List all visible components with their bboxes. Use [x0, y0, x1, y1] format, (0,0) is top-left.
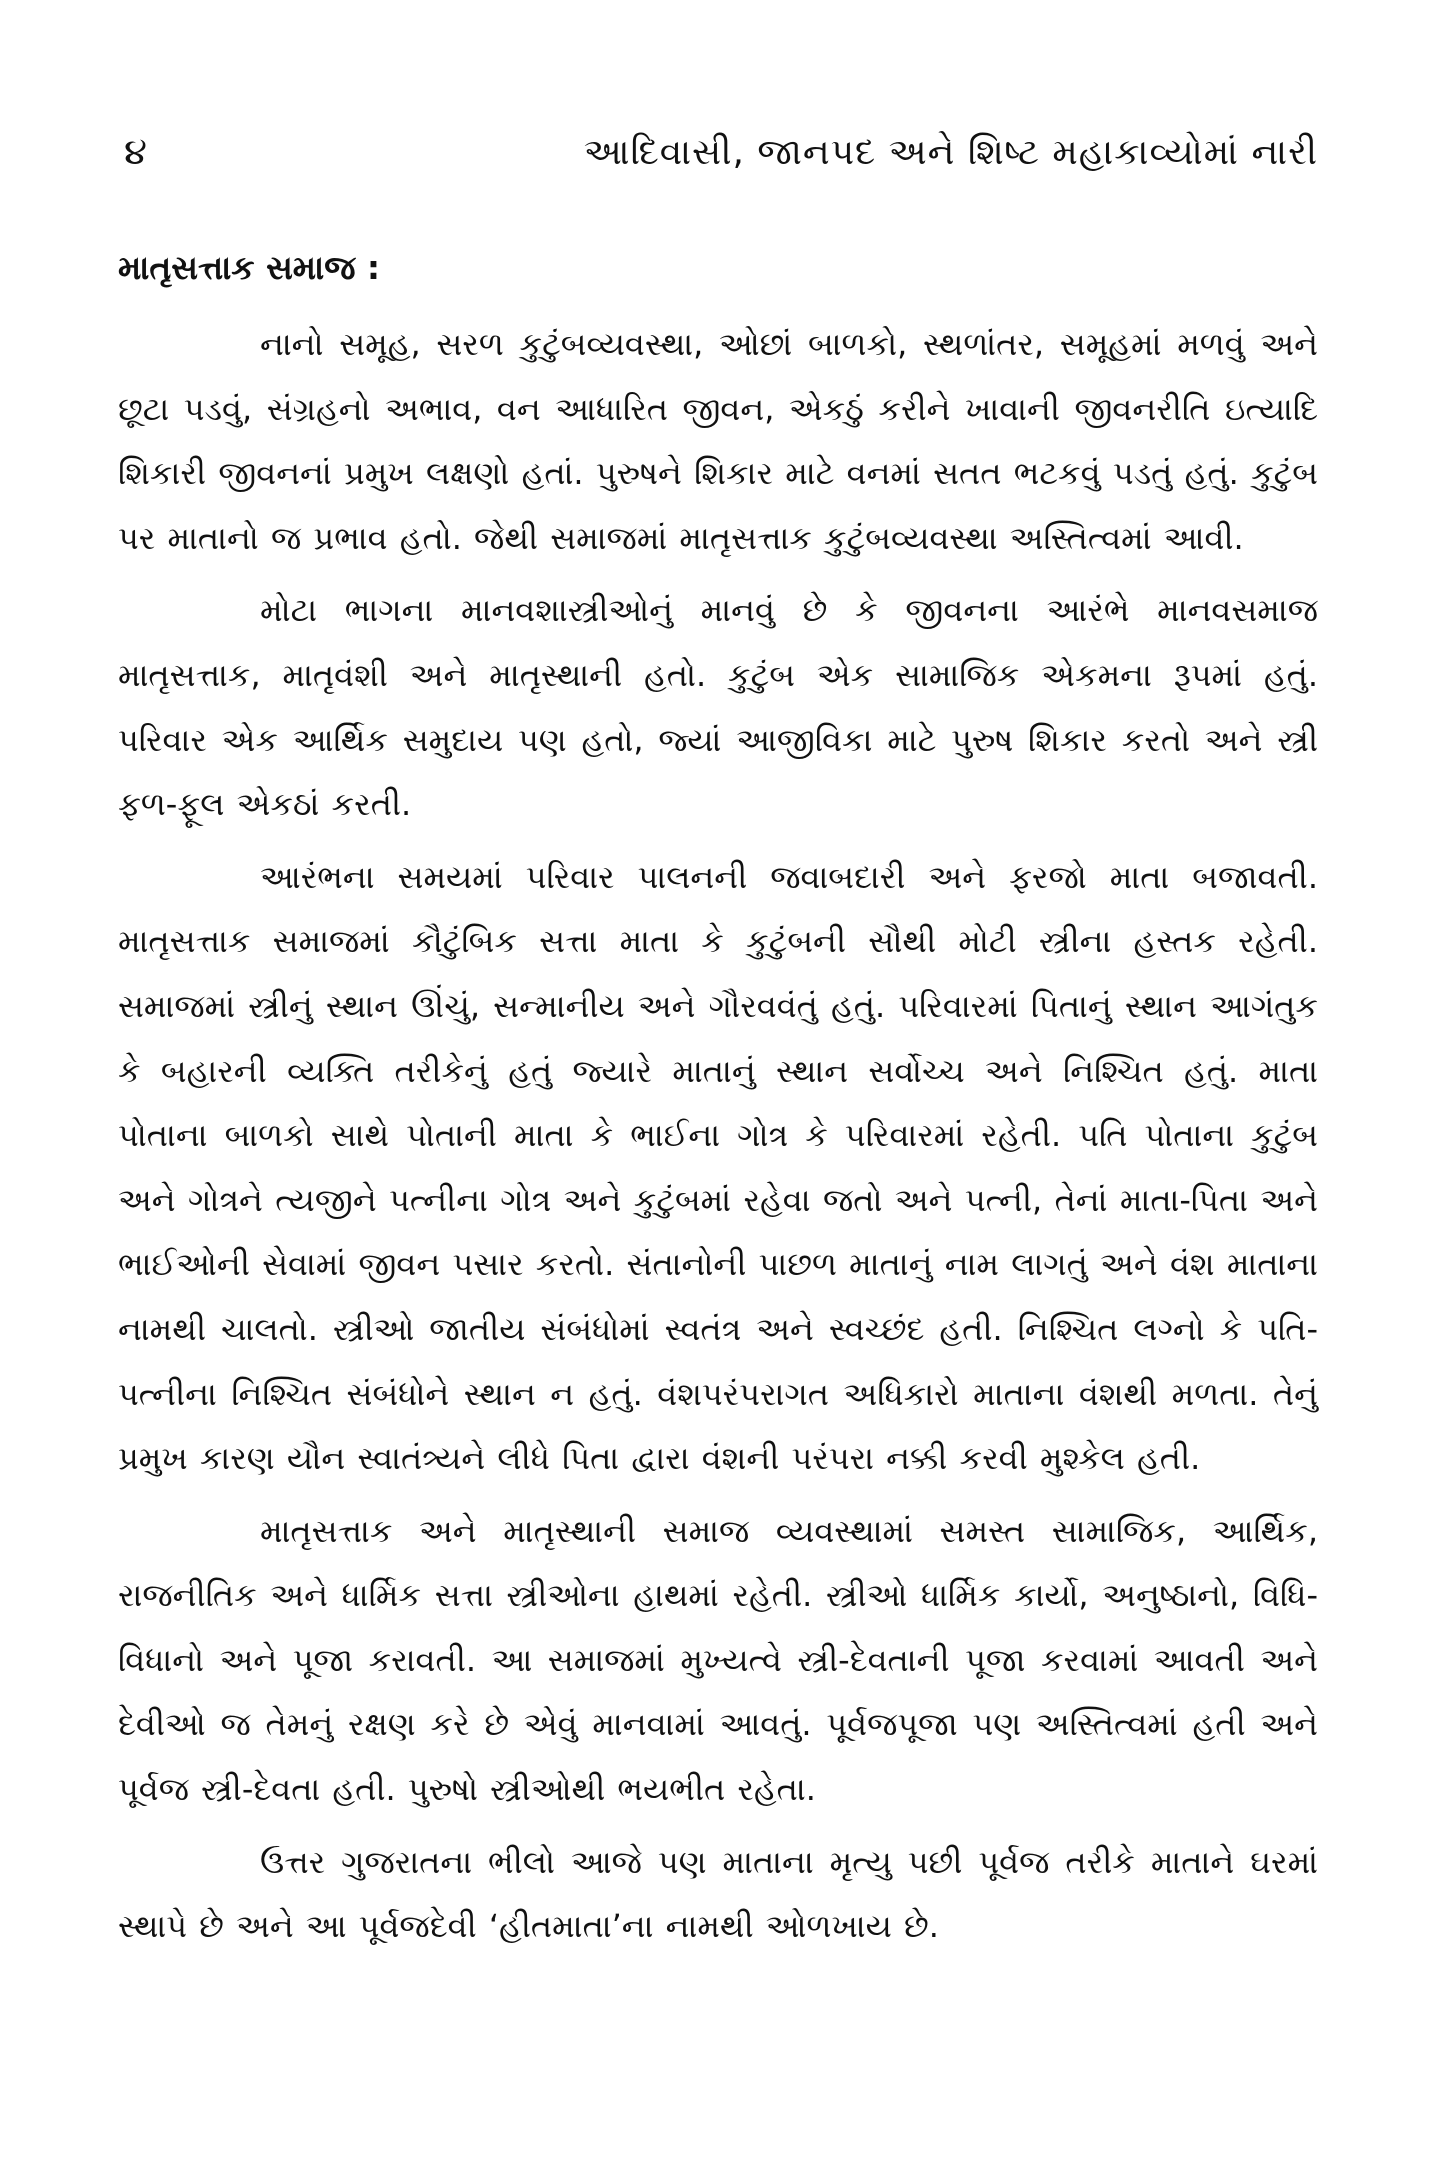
paragraph-1: નાનો સમૂહ, સરળ કુટુંબવ્યવસ્થા, ઓછાં બાળકો, સ્થળાંતર, સમૂહમાં મળવું અને છૂટા પડવું, સંગ્રહનો અભાવ, વન આધારિત જીવન, એકઠું કરીને ખાવાની જીવનરીતિ ઇત્યાદિ શિકારી જીવનનાં પ્રમુખ લક્ષણો હતાં. પુરુષને શિકાર માટે વનમાં સતત ભટકવું પડતું હતું. કુટુંબ પર માતાનો જ પ્રભાવ હતો. જેથી સમાજમાં માતૃસત્તાક કુટુંબવ્યવસ્થા અસ્તિત્વમાં આવી. [118, 325, 1318, 557]
paragraph-4: માતૃસત્તાક અને માતૃસ્થાની સમાજ વ્યવસ્થામાં સમસ્ત સામાજિક, આર્થિક, રાજનીતિક અને ધાર્મિક સત્તા સ્ત્રીઓના હાથમાં રહેતી. સ્ત્રીઓ ધાર્મિક કાર્યો, અનુષ્ઠાનો, વિધિ-વિધાનો અને પૂજા કરાવતી. આ સમાજમાં મુખ્યત્વે સ્ત્રી-દેવતાની પૂજા કરવામાં આવતી અને દેવીઓ જ તેમનું રક્ષણ કરે છે એવું માનવામાં આવતું. પૂર્વજપૂજા પણ અસ્તિત્વમાં હતી અને પૂર્વજ સ્ત્રી-દેવતા હતી. પુરુષો સ્ત્રીઓથી ભયભીત રહેતા. [118, 1511, 1318, 1809]
running-header [118, 130, 1318, 200]
paragraph-2: મોટા ભાગના માનવશાસ્ત્રીઓનું માનવું છે કે જીવનના આરંભે માનવસમાજ માતૃસત્તાક, માતૃવંશી અને માતૃસ્થાની હતો. કુટુંબ એક સામાજિક એકમના રૂપમાં હતું. પરિવાર એક આર્થિક સમુદાય પણ હતો, જ્યાં આજીવિકા માટે પુરુષ શિકાર કરતો અને સ્ત્રી ફળ-ફૂલ એકઠાં કરતી. [118, 591, 1318, 824]
paragraph-5: ઉત્તર ગુજરાતના ભીલો આજે પણ માતાના મૃત્યુ પછી પૂર્વજ તરીકે માતાને ઘરમાં સ્થાપે છે અને આ પૂર્વજદેવી ‘હીતમાતા’ના નામથી ઓળખાય છે. [118, 1842, 1318, 1946]
running-title: આદિવાસી, જાનપદ અને શિષ્ટ મહાકાવ્યોમાં નારી [583, 132, 1318, 173]
section-heading: માતૃસત્તાક સમાજ : [118, 248, 381, 287]
paragraph-3: આરંભના સમયમાં પરિવાર પાલનની જવાબદારી અને ફરજો માતા બજાવતી. માતૃસત્તાક સમાજમાં કૌટુંબિક સત્તા માતા કે કુટુંબની સૌથી મોટી સ્ત્રીના હસ્તક રહેતી. સમાજમાં સ્ત્રીનું સ્થાન ઊંચું, સન્માનીય અને ગૌરવવંતું હતું. પરિવારમાં પિતાનું સ્થાન આગંતુક કે બહારની વ્યક્તિ તરીકેનું હતું જ્યારે માતાનું સ્થાન સર્વોચ્ચ અને નિશ્ચિત હતું. માતા પોતાના બાળકો સાથે પોતાની માતા કે ભાઈના ગોત્ર કે પરિવારમાં રહેતી. પતિ પોતાના કુટુંબ અને ગોત્રને ત્યજીને પત્નીના ગોત્ર અને કુટુંબમાં રહેવા જતો અને પત્ની, તેનાં માતા-પિતા અને ભાઈઓની સેવામાં જીવન પસાર કરતો. સંતાનોની પાછળ માતાનું નામ લાગતું અને વંશ માતાના નામથી ચાલતો. સ્ત્રીઓ જાતીય સંબંધોમાં સ્વતંત્ર અને સ્વચ્છંદ હતી. નિશ્ચિત લગ્નો કે પતિ-પત્નીના નિશ્ચિત સંબંધોને સ્થાન ન હતું. વંશપરંપરાગત અધિકારો માતાના વંશથી મળતા. તેનું પ્રમુખ કારણ યૌન સ્વાતંત્ર્યને લીધે પિતા દ્વારા વંશની પરંપરા નક્કી કરવી મુશ્કેલ હતી. [118, 857, 1318, 1478]
page-number: ૪ [124, 130, 147, 173]
